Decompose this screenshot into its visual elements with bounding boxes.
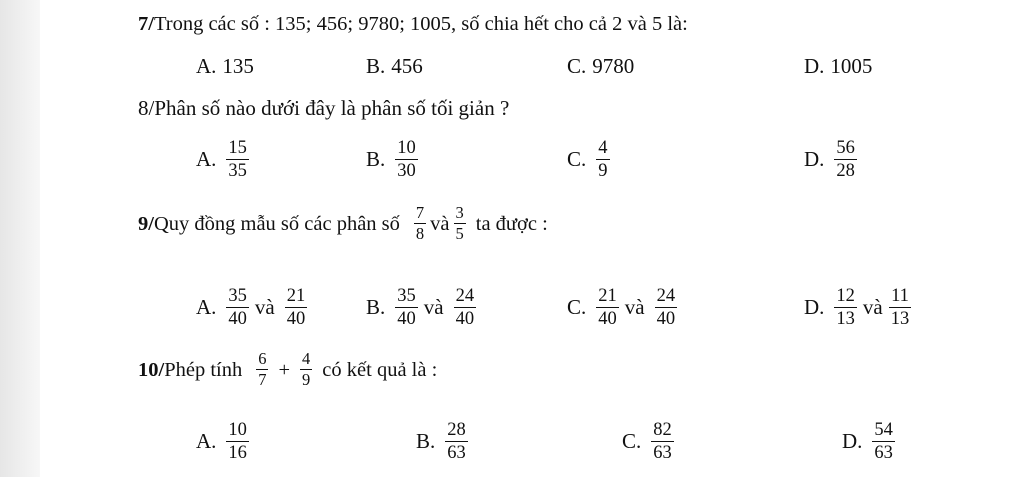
option-value: 9780 xyxy=(592,54,635,78)
question-9-number: 9/ xyxy=(138,212,154,235)
question-8 xyxy=(138,96,509,120)
option-letter: B. xyxy=(416,429,436,453)
numerator: 28 xyxy=(447,420,466,440)
question-10-number: 10/ xyxy=(138,358,165,381)
numerator: 10 xyxy=(228,420,247,440)
option-letter: B. xyxy=(366,147,386,171)
numerator: 24 xyxy=(656,286,676,306)
q10-option-b xyxy=(416,420,472,463)
q9-option-b xyxy=(366,286,480,329)
denominator: 28 xyxy=(836,161,855,181)
option-fraction xyxy=(445,420,468,463)
option-value: 135 xyxy=(222,54,254,78)
denominator: 9 xyxy=(598,161,608,181)
denominator: 40 xyxy=(598,309,617,329)
q8-option-c xyxy=(567,138,614,181)
option-letter: A. xyxy=(196,295,217,319)
question-7-number: 7/ xyxy=(138,13,154,35)
option-fraction xyxy=(872,420,895,463)
q10-option-c xyxy=(622,420,678,463)
option-fraction-1 xyxy=(596,286,619,329)
numerator: 11 xyxy=(891,286,909,306)
question-10-fraction-2 xyxy=(300,350,312,389)
q7-option-c xyxy=(567,54,634,79)
numerator: 82 xyxy=(653,420,672,440)
option-fraction-1 xyxy=(834,286,857,329)
q7-option-b xyxy=(366,54,423,79)
plus-sign: + xyxy=(278,358,291,381)
denominator: 8 xyxy=(415,224,425,243)
numerator: 35 xyxy=(397,286,416,306)
option-letter: D. xyxy=(804,54,825,78)
q9-option-c xyxy=(567,286,681,329)
q7-option-d xyxy=(804,54,872,79)
page-margin-shadow xyxy=(0,0,40,477)
question-10 xyxy=(138,350,437,389)
numerator: 56 xyxy=(836,138,855,158)
q8-option-d xyxy=(804,138,861,181)
denominator: 40 xyxy=(656,309,676,329)
option-fraction xyxy=(651,420,674,463)
option-fraction xyxy=(226,420,249,463)
numerator: 6 xyxy=(258,349,267,368)
question-7-text: Trong các số : 135; 456; 9780; 1005, số chia hết cho cả 2 và 5 là: xyxy=(153,13,688,35)
q7-option-a xyxy=(196,54,254,79)
denominator: 5 xyxy=(455,224,464,243)
numerator: 24 xyxy=(455,286,475,306)
q9-option-d xyxy=(804,286,915,329)
option-value: 456 xyxy=(391,54,423,78)
question-9 xyxy=(138,204,548,243)
and-word: và xyxy=(862,295,883,319)
question-9-text: Quy đồng mẫu số các phân số xyxy=(153,212,400,235)
denominator: 63 xyxy=(447,443,466,463)
option-fraction xyxy=(834,138,857,181)
option-value: 1005 xyxy=(830,54,873,78)
option-letter: C. xyxy=(622,429,642,453)
option-fraction xyxy=(596,138,609,181)
denominator: 40 xyxy=(286,309,306,329)
denominator: 40 xyxy=(397,309,416,329)
option-fraction-2 xyxy=(655,286,678,329)
numerator: 4 xyxy=(302,349,311,368)
option-letter: C. xyxy=(567,54,587,78)
numerator: 4 xyxy=(598,138,608,158)
question-7 xyxy=(138,12,688,36)
denominator: 13 xyxy=(836,309,855,329)
denominator: 35 xyxy=(228,161,247,181)
numerator: 54 xyxy=(874,420,893,440)
question-9-fraction-1 xyxy=(414,204,426,243)
option-letter: A. xyxy=(196,429,217,453)
option-letter: A. xyxy=(196,54,217,78)
option-letter: D. xyxy=(804,295,825,319)
q9-option-a xyxy=(196,286,311,329)
numerator: 3 xyxy=(455,203,464,222)
option-letter: B. xyxy=(366,54,386,78)
numerator: 7 xyxy=(415,203,425,222)
question-9-fraction-2 xyxy=(454,204,466,243)
denominator: 63 xyxy=(653,443,672,463)
denominator: 40 xyxy=(228,309,247,329)
q8-option-a xyxy=(196,138,253,181)
denominator: 13 xyxy=(890,309,910,329)
and-word: và xyxy=(624,295,645,319)
option-fraction-2 xyxy=(454,286,477,329)
option-letter: C. xyxy=(567,147,587,171)
numerator: 10 xyxy=(397,138,416,158)
q10-option-a xyxy=(196,420,253,463)
option-fraction-2 xyxy=(889,286,912,329)
option-fraction-1 xyxy=(226,286,249,329)
numerator: 15 xyxy=(228,138,247,158)
numerator: 35 xyxy=(228,286,247,306)
denominator: 30 xyxy=(397,161,416,181)
numerator: 12 xyxy=(836,286,855,306)
option-fraction-2 xyxy=(285,286,308,329)
numerator: 21 xyxy=(286,286,306,306)
option-letter: C. xyxy=(567,295,587,319)
and-word: và xyxy=(423,295,444,319)
and-word: và xyxy=(254,295,275,319)
option-fraction xyxy=(395,138,418,181)
and-word: và xyxy=(430,212,450,235)
denominator: 16 xyxy=(228,443,247,463)
option-letter: D. xyxy=(804,147,825,171)
numerator: 21 xyxy=(598,286,617,306)
question-9-text-after: ta được : xyxy=(475,212,548,235)
question-10-text-after: có kết quả là : xyxy=(322,358,438,381)
q10-option-d xyxy=(842,420,899,463)
denominator: 63 xyxy=(874,443,893,463)
q8-option-b xyxy=(366,138,422,181)
option-letter: D. xyxy=(842,429,863,453)
question-8-text: 8/Phân số nào dưới đây là phân số tối giản ? xyxy=(138,96,510,120)
denominator: 7 xyxy=(258,370,267,389)
option-fraction xyxy=(226,138,249,181)
denominator: 9 xyxy=(302,370,311,389)
option-fraction-1 xyxy=(395,286,418,329)
question-10-text: Phép tính xyxy=(164,358,243,381)
option-letter: B. xyxy=(366,295,386,319)
denominator: 40 xyxy=(455,309,475,329)
option-letter: A. xyxy=(196,147,217,171)
question-10-fraction-1 xyxy=(256,350,268,389)
